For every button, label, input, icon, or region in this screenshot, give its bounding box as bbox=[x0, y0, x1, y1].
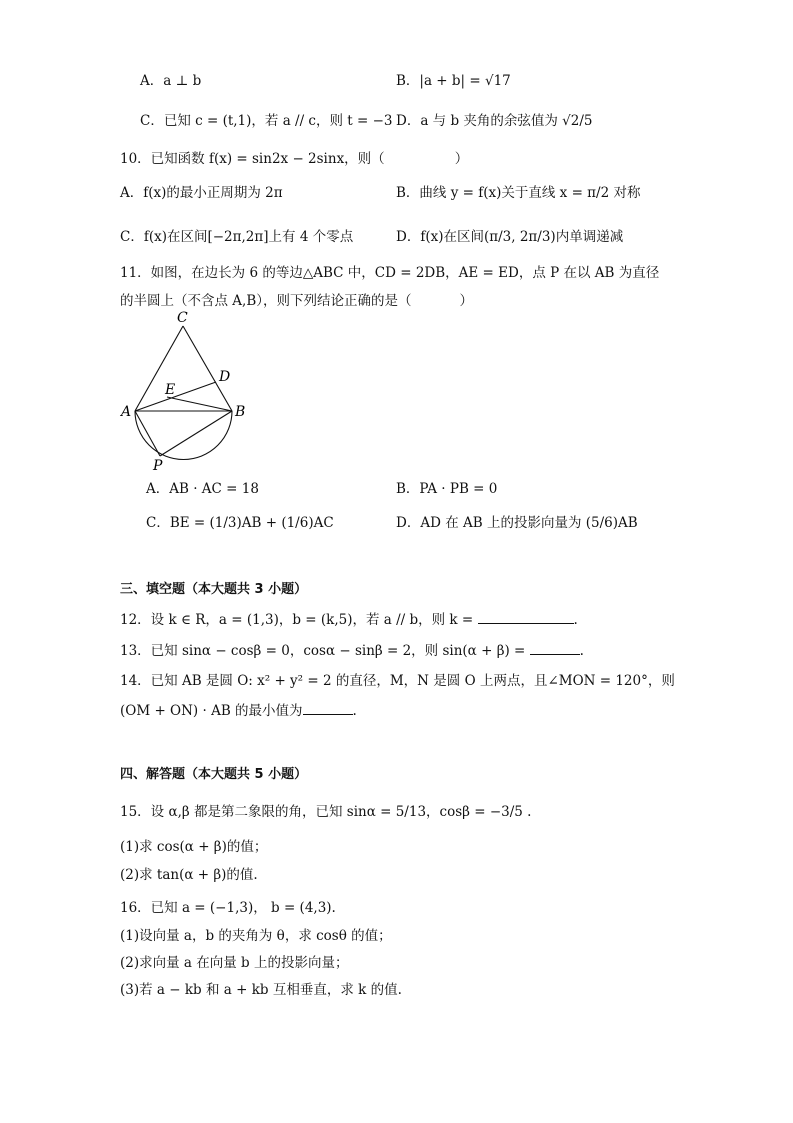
q10-stem-end: ） bbox=[454, 151, 469, 167]
q9-option-b: B．|a + b| = √17 bbox=[396, 73, 511, 89]
label-p: P bbox=[153, 458, 163, 474]
q13-end: . bbox=[579, 643, 584, 659]
q15-stem: 15．设 α,β 都是第二象限的角，已知 sinα = 5/13，cosβ = −3/5 . bbox=[120, 804, 532, 820]
q16-part3: (3)若 a − kb 和 a + kb 互相垂直，求 k 的值. bbox=[120, 982, 402, 998]
q14-line2 bbox=[120, 702, 357, 720]
edge-ac bbox=[135, 326, 183, 411]
q14-answer-blank[interactable] bbox=[303, 702, 353, 715]
q10-stem-text: 10．已知函数 f(x) = sin2x − 2sinx，则（ bbox=[120, 151, 385, 167]
section-fill-in: 三、填空题（本大题共 3 小题） bbox=[120, 582, 308, 597]
q13-text: 13．已知 sinα − cosβ = 0，cosα − sinβ = 2，则 sin(α + β) = bbox=[120, 643, 526, 659]
q15-part1: (1)求 cos(α + β)的值； bbox=[120, 839, 268, 855]
q11-stem-end: ） bbox=[459, 293, 474, 309]
segment-be bbox=[167, 397, 232, 411]
q9-option-d: D．a 与 b 夹角的余弦值为 √2/5 bbox=[396, 113, 593, 129]
q11-stem-text: 的半圆上（不含点 A,B），则下列结论正确的是（ bbox=[120, 293, 412, 309]
label-e: E bbox=[165, 382, 176, 398]
q16-part1: (1)设向量 a，b 的夹角为 θ，求 cosθ 的值； bbox=[120, 928, 392, 944]
label-d: D bbox=[219, 369, 231, 385]
q12-answer-blank[interactable] bbox=[478, 611, 574, 624]
q9-option-a: A．a ⊥ b bbox=[140, 73, 202, 89]
q11-figure bbox=[115, 310, 265, 475]
label-a: A bbox=[121, 404, 132, 420]
q15-part2: (2)求 tan(α + β)的值. bbox=[120, 867, 258, 883]
semicircle bbox=[135, 411, 232, 460]
q13 bbox=[120, 642, 584, 660]
label-c: C bbox=[177, 310, 188, 326]
q12-end: . bbox=[573, 612, 578, 628]
label-b: B bbox=[235, 404, 246, 420]
q10-option-c: C．f(x)在区间[−2π,2π]上有 4 个零点 bbox=[120, 229, 354, 245]
segment-pb bbox=[160, 411, 232, 456]
q10-stem bbox=[120, 150, 468, 168]
section-solutions: 四、解答题（本大题共 5 小题） bbox=[120, 767, 308, 782]
q14-end: . bbox=[352, 703, 357, 719]
q12 bbox=[120, 611, 578, 629]
q11-stem-line1: 11．如图，在边长为 6 的等边△ABC 中，CD = 2DB，AE = ED，点 P 在以 AB 为直径 bbox=[120, 265, 660, 281]
q16-stem: 16．已知 a = (−1,3)， b = (4,3). bbox=[120, 900, 336, 916]
q13-answer-blank[interactable] bbox=[530, 642, 580, 655]
segment-ad bbox=[135, 382, 216, 411]
q10-option-b: B．曲线 y = f(x)关于直线 x = π/2 对称 bbox=[396, 185, 641, 201]
q10-option-a: A．f(x)的最小正周期为 2π bbox=[120, 185, 283, 201]
q11-stem-line2 bbox=[120, 292, 473, 310]
q10-option-d: D．f(x)在区间(π/3, 2π/3)内单调递减 bbox=[396, 229, 624, 245]
q11-option-d: D．AD 在 AB 上的投影向量为 (5/6)AB bbox=[396, 515, 638, 531]
q11-option-c: C．BE = (1/3)AB + (1/6)AC bbox=[146, 515, 334, 531]
q9-option-c: C．已知 c = (t,1)，若 a // c，则 t = −3 bbox=[140, 113, 393, 129]
q14-line1: 14．已知 AB 是圆 O: x² + y² = 2 的直径，M，N 是圆 O 上两点，且∠MON = 120°，则 bbox=[120, 673, 675, 689]
q16-part2: (2)求向量 a 在向量 b 上的投影向量； bbox=[120, 955, 349, 971]
q11-option-b: B．PA · PB = 0 bbox=[396, 481, 498, 497]
q14-text2: (OM + ON) · AB 的最小值为 bbox=[120, 703, 303, 719]
q12-text: 12．设 k ∈ R，a = (1,3)，b = (k,5)，若 a // b，则 k = bbox=[120, 612, 474, 628]
q11-option-a: A．AB · AC = 18 bbox=[146, 481, 259, 497]
segment-ap bbox=[135, 411, 160, 456]
